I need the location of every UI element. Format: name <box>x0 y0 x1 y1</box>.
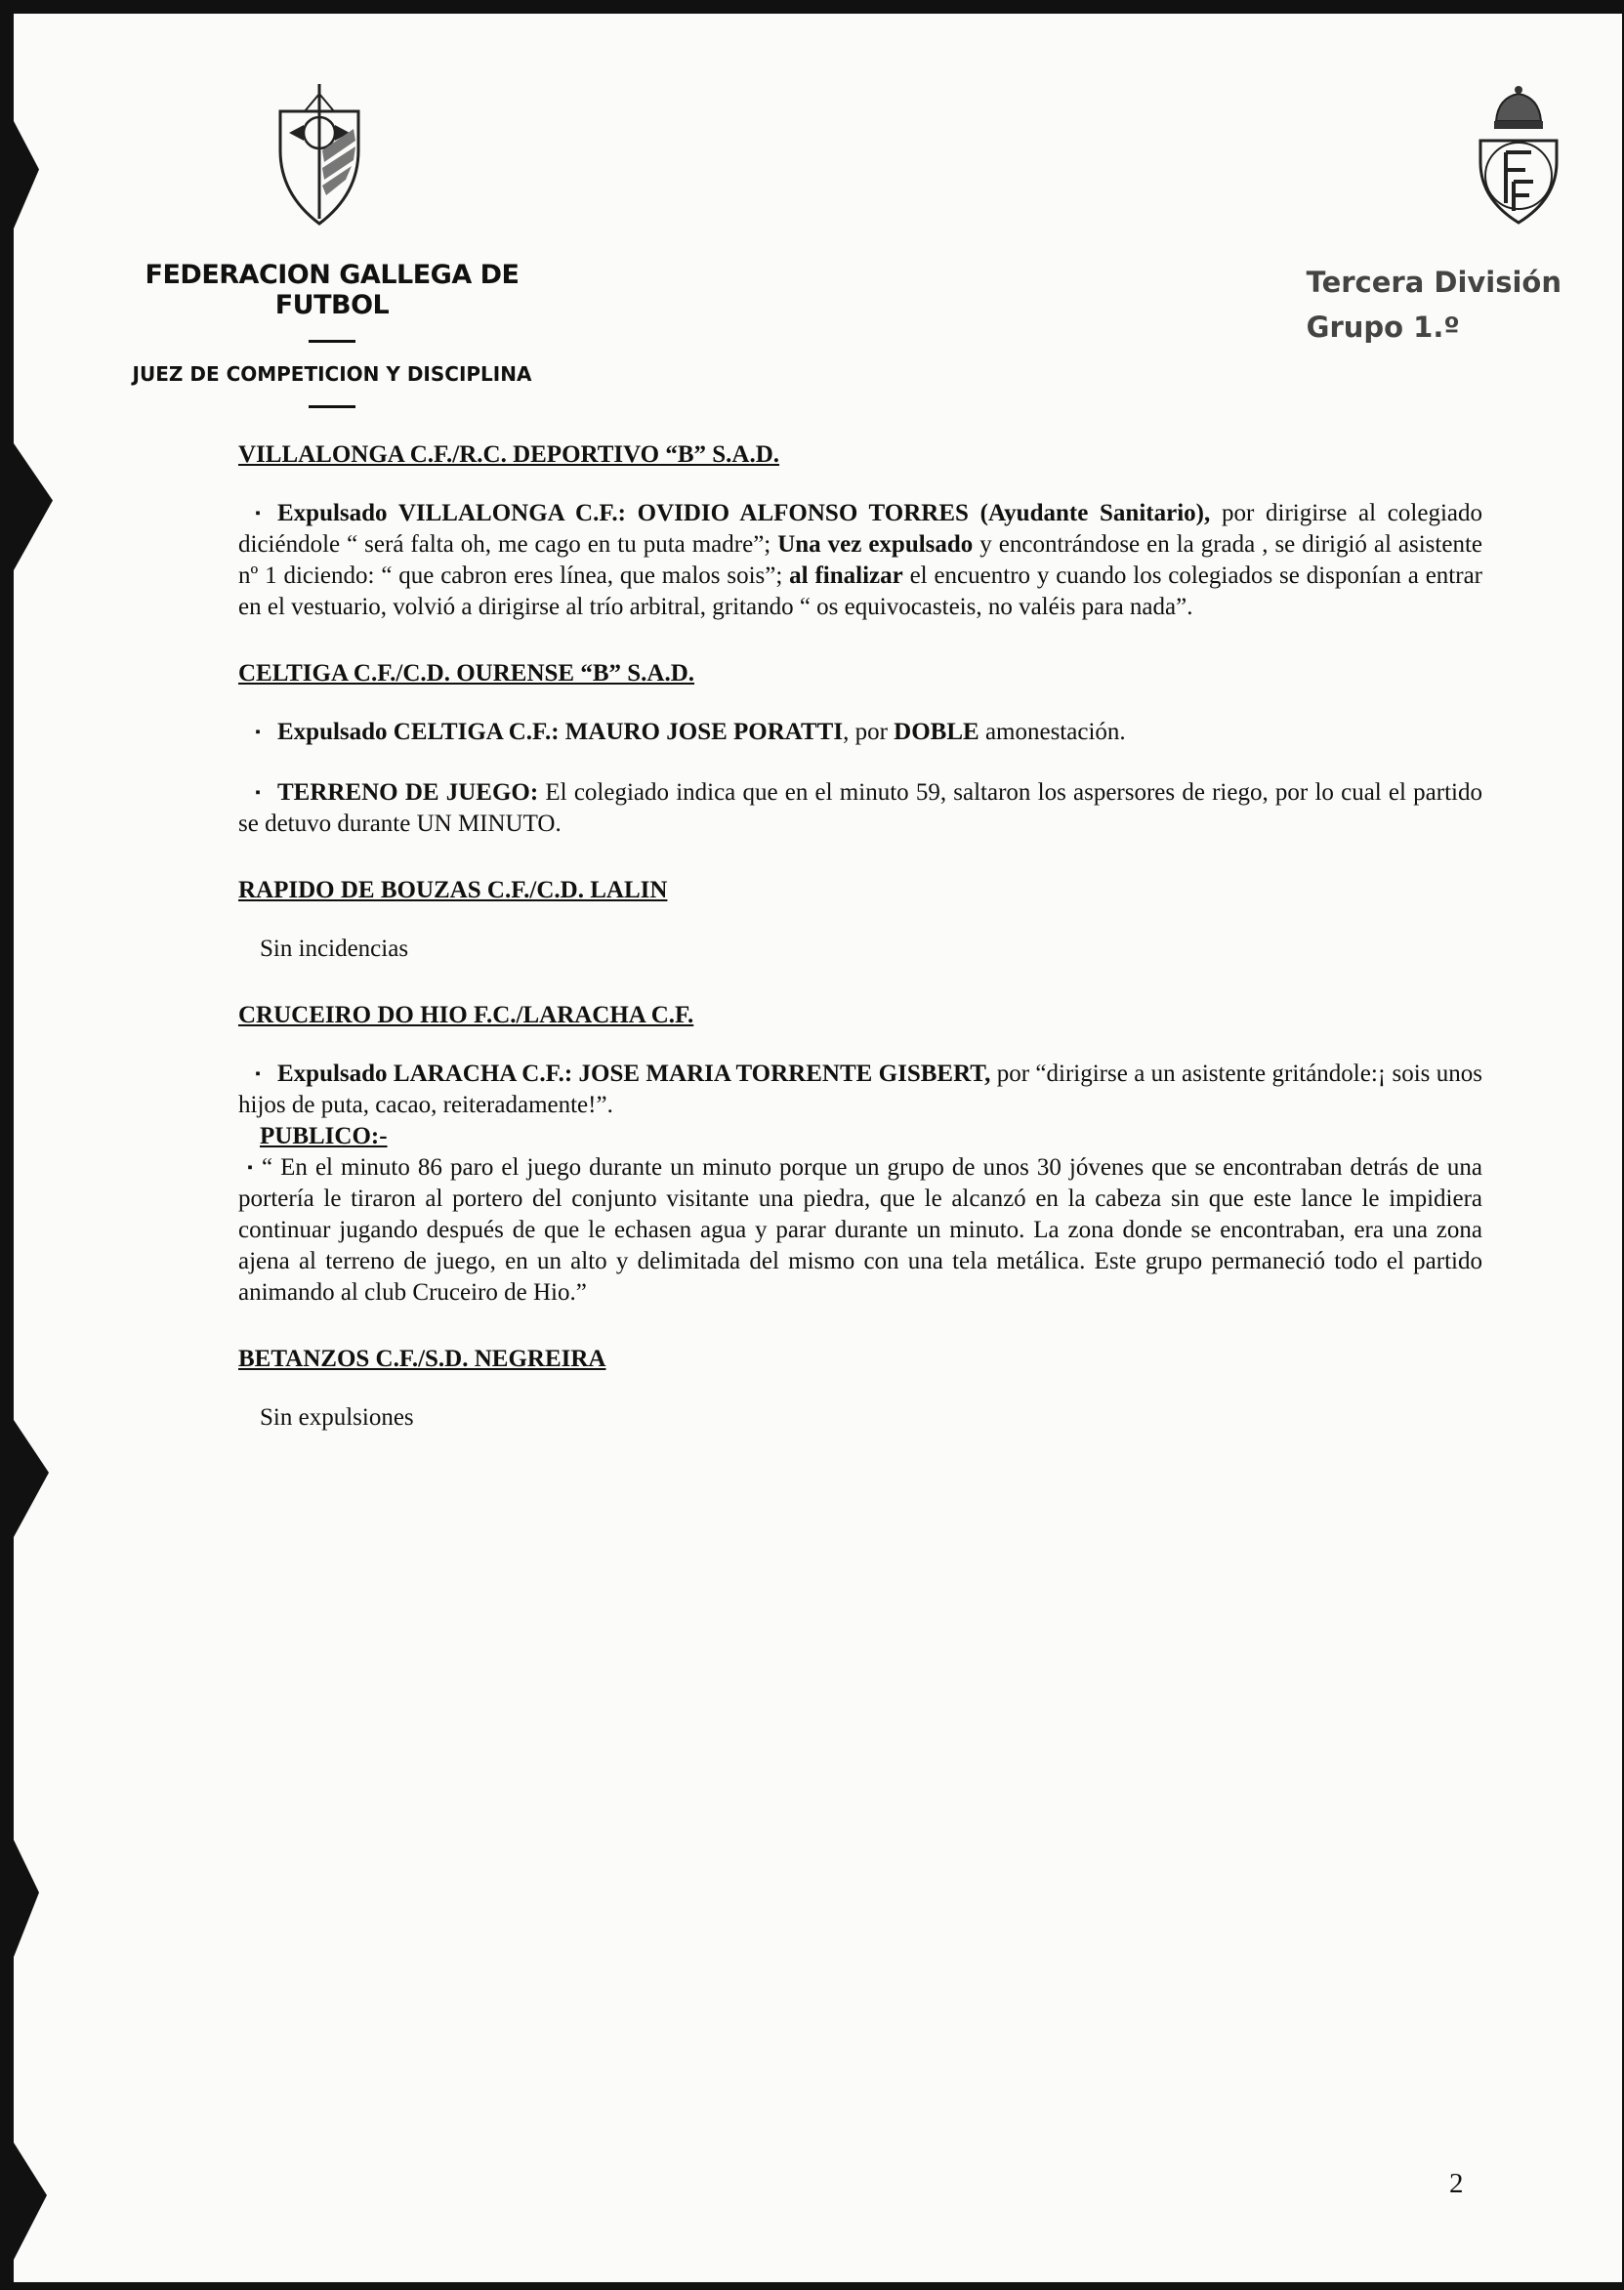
incident-text: El colegiado indica que en el minuto 59, saltaron los aspersores de riego, por lo cual el partido se detuvo durante UN MINUTO. <box>238 779 1482 837</box>
bullet-icon: ▪ <box>255 506 261 521</box>
torn-edge-mark <box>14 1840 39 1957</box>
organization-name: FEDERACION GALLEGA DE FUTBOL <box>145 260 520 320</box>
bullet-icon: ▪ <box>255 725 261 740</box>
sanction-text: por dirigirse al colegiado diciéndole “ será falta oh, me cago en tu puta madre”; <box>238 500 1482 558</box>
header-divider <box>309 405 355 408</box>
match-note: Sin incidencias <box>260 936 409 962</box>
public-paragraph <box>238 1152 1482 1309</box>
sanction-bold: Expulsado LARACHA C.F.: JOSE MARIA TORRENTE GISBERT, <box>277 1061 991 1087</box>
torn-edge-mark <box>14 121 39 229</box>
sanction-bold: al finalizar <box>789 562 903 589</box>
torn-edge-mark <box>14 443 53 570</box>
sanction-text: el encuentro y cuando los colegiados se disponían a entrar en el vestuario, volvió a dirigirse al trío arbitral, gritando “ os equivocasteis, no valéis para nada”. <box>238 562 1482 620</box>
match-title: CELTIGA C.F./C.D. OURENSE “B” S.A.D. <box>238 660 695 687</box>
sanction-bold: DOBLE <box>894 719 979 745</box>
header-left <box>107 260 557 408</box>
header-divider <box>309 340 355 343</box>
incident-paragraph <box>238 777 1482 840</box>
sanction-text: , por <box>843 719 895 745</box>
match-title: CRUCEIRO DO HIO F.C./LARACHA C.F. <box>238 1002 694 1028</box>
page-number: 2 <box>1449 2168 1464 2199</box>
bullet-icon: ▪ <box>247 1160 253 1176</box>
bullet-icon: ▪ <box>255 785 261 801</box>
incident-bold: TERRENO DE JUEGO: <box>277 779 539 806</box>
sanction-text: amonestación. <box>979 719 1126 745</box>
match-note: Sin expulsiones <box>260 1404 414 1431</box>
public-text: “ En el minuto 86 paro el juego durante un minuto porque un grupo de unos 30 jóvenes que se encontraban detrás de una portería le tiraron al portero del conjunto visitante una piedra, que le alcanzó en la cabeza sin que este lance le impidiera continuar jugando después de que le echasen agua y parar durante un minuto. La zona donde se encontraban, era una zona ajena al terreno de juego, en un alto y delimitada del mismo con una tela metálica. Este grupo permaneció todo el partido animando al club Cruceiro de Hio.” <box>238 1154 1482 1306</box>
sanction-paragraph <box>238 717 1482 748</box>
document-page <box>14 14 1622 2282</box>
sanction-text: por “dirigirse a un asistente gritándole:¡ sois unos hijos de puta, cacao, reiteradamente!”. <box>238 1061 1482 1118</box>
gallega-federation-shield-logo <box>275 82 363 229</box>
sanction-paragraph <box>238 1059 1482 1121</box>
match-title: VILLALONGA C.F./R.C. DEPORTIVO “B” S.A.D. <box>238 441 780 468</box>
torn-edge-mark <box>14 1420 49 1537</box>
sanction-bold: Expulsado VILLALONGA C.F.: OVIDIO ALFONSO TORRES (Ayudante Sanitario), <box>277 500 1211 526</box>
sanction-text: y encontrándose en la grada , se dirigió al asistente nº 1 diciendo: “ que cabron eres línea, que malos sois”; <box>238 531 1482 589</box>
bullet-icon: ▪ <box>255 1066 261 1082</box>
sanction-bold: Expulsado CELTIGA C.F.: MAURO JOSE PORATTI <box>277 719 844 745</box>
document-body <box>238 439 1482 1469</box>
match-title: BETANZOS C.F./S.D. NEGREIRA <box>238 1346 606 1372</box>
division-label: Tercera División <box>1306 266 1562 299</box>
organization-subtitle: JUEZ DE COMPETICION Y DISCIPLINA <box>132 362 532 386</box>
rfef-crown-logo <box>1475 84 1562 230</box>
sanction-paragraph <box>238 498 1482 623</box>
group-label: Grupo 1.º <box>1306 311 1460 344</box>
header-right <box>1307 260 1562 350</box>
torn-edge-mark <box>14 2143 47 2260</box>
sanction-bold: Una vez expulsado <box>777 531 974 558</box>
match-title: RAPIDO DE BOUZAS C.F./C.D. LALIN <box>238 877 668 903</box>
public-subheading: PUBLICO:- <box>260 1123 388 1149</box>
